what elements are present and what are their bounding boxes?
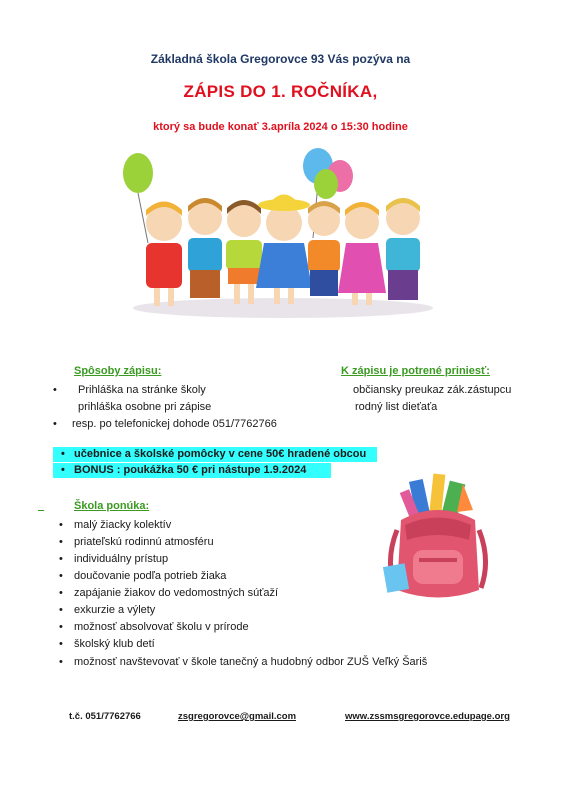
bullet: • [59, 604, 63, 616]
highlight-item: učebnice a školské pomôcky v cene 50€ hradené obcou [74, 448, 367, 460]
offers-item: priateľskú rodinnú atmosféru [74, 536, 214, 548]
bring-item: rodný list dieťaťa [355, 401, 438, 413]
bring-heading: K zápisu je potrené priniesť: [341, 365, 490, 377]
bullet: • [59, 587, 63, 599]
offers-item: možnosť absolvovať školu v prírode [74, 621, 249, 633]
bring-item: občiansky preukaz zák.zástupcu [353, 384, 512, 396]
offers-heading: Škola ponúka: [74, 500, 150, 512]
bullet: • [59, 536, 63, 548]
bullet: • [59, 638, 63, 650]
bullet: • [59, 570, 63, 582]
footer-phone: t.č. 051/7762766 [69, 711, 141, 722]
footer-web-link[interactable]: www.zssmsgregorovce.edupage.org [345, 711, 510, 722]
bullet: • [61, 448, 65, 460]
bullet: • [59, 621, 63, 633]
bullet: • [59, 519, 63, 531]
backpack-illustration [383, 470, 493, 610]
highlight-item: BONUS : poukážka 50 € pri nástupe 1.9.2024 [74, 464, 307, 476]
intro-line: Základná škola Gregorovce 93 Vás pozýva na [150, 52, 411, 66]
bullet: • [59, 656, 63, 668]
offers-item: exkurzie a výlety [74, 604, 156, 616]
ways-item: prihláška osobne pri zápise [78, 401, 212, 413]
offers-item: malý žiacky kolektív [74, 519, 172, 531]
ways-heading: Spôsoby zápisu: [74, 365, 162, 377]
offers-item: doučovanie podľa potrieb žiaka [74, 570, 227, 582]
offers-item: školský klub detí [74, 638, 155, 650]
page-title: ZÁPIS DO 1. ROČNÍKA, [183, 82, 378, 101]
bullet: • [59, 553, 63, 565]
bullet: • [53, 384, 57, 396]
ways-item: Prihláška na stránke školy [78, 384, 206, 396]
ways-item: resp. po telefonickej dohode 051/7762766 [72, 418, 277, 430]
bullet: • [61, 464, 65, 476]
backpack-icon [383, 473, 486, 597]
event-date: ktorý sa bude konať 3.apríla 2024 o 15:30 hodine [153, 121, 408, 133]
offers-item: individuálny prístup [74, 553, 169, 565]
underline-mark [38, 500, 44, 512]
children-illustration [118, 148, 448, 333]
footer-email-link[interactable]: zsgregorovce@gmail.com [178, 711, 297, 722]
offers-item: možnosť navštevovať v škole tanečný a hudobný odbor ZUŠ Veľký Šariš [74, 656, 428, 668]
offers-item: zapájanie žiakov do vedomostných súťaží [74, 587, 279, 599]
bullet: • [53, 418, 57, 430]
